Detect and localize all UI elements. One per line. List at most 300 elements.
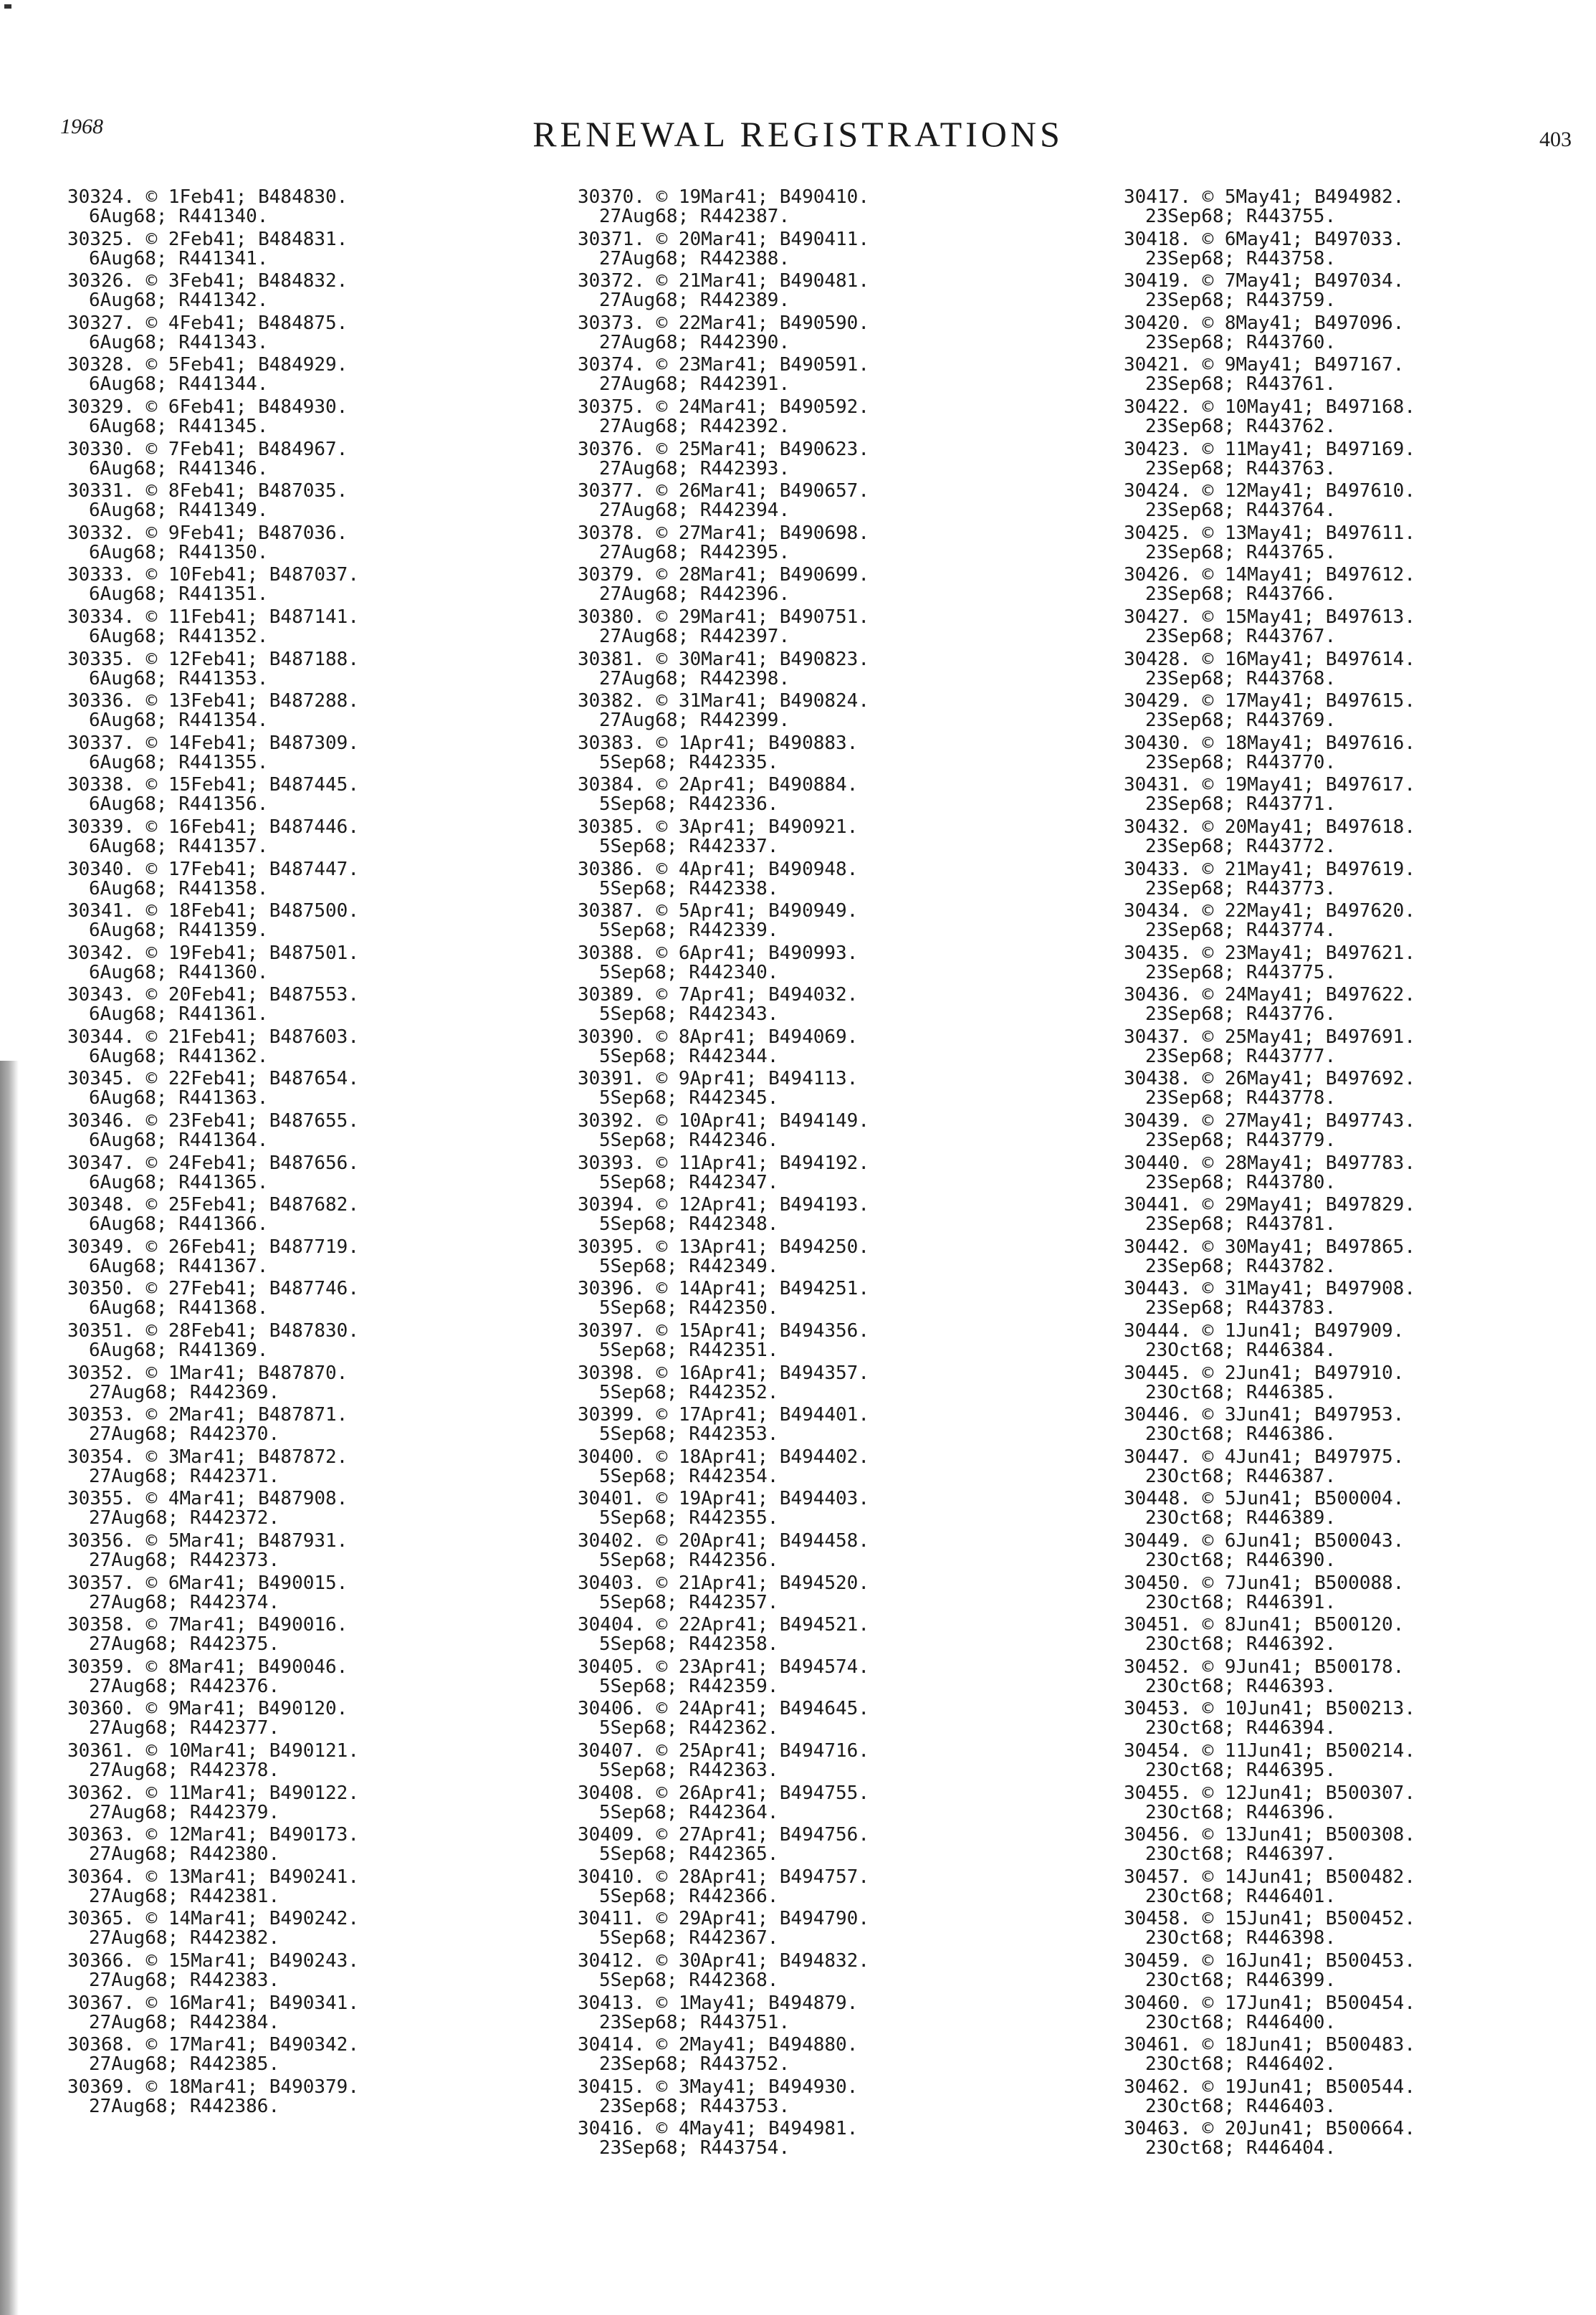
entry-original-registration: 30401. © 19Apr41; B494403. — [578, 1488, 869, 1510]
entry-renewal-registration: 6Aug68; R441360. — [89, 961, 269, 983]
entry-renewal-registration: 6Aug68; R441362. — [89, 1045, 269, 1067]
registration-entry — [1124, 1489, 1582, 1532]
registration-entry — [1124, 1909, 1582, 1952]
scan-edge-shadow — [0, 1061, 19, 2315]
registration-entry — [578, 1489, 1036, 1532]
entry-original-registration: 30387. © 5Apr41; B490949. — [578, 900, 859, 922]
entry-renewal-registration: 23Sep68; R443754. — [599, 2137, 790, 2159]
entry-original-registration: 30400. © 18Apr41; B494402. — [578, 1446, 869, 1468]
registration-entry — [67, 1949, 526, 1994]
entry-renewal-registration: 6Aug68; R441356. — [89, 793, 269, 816]
registration-entry — [578, 985, 1036, 1028]
entry-renewal-registration: 5Sep68; R442343. — [599, 1003, 779, 1026]
entry-original-registration: 30376. © 25Mar41; B490623. — [578, 438, 869, 460]
registration-entry — [1124, 188, 1582, 230]
entry-original-registration: 30441. © 29May41; B497829. — [1124, 1194, 1415, 1216]
entry-renewal-registration: 5Sep68; R442340. — [599, 961, 779, 983]
entry-original-registration: 30381. © 30Mar41; B490823. — [578, 648, 869, 670]
entry-renewal-registration: 27Aug68; R442397. — [599, 625, 790, 647]
registration-entry — [67, 1279, 526, 1322]
entry-renewal-registration: 23Sep68; R443759. — [1145, 290, 1337, 312]
registration-entry — [67, 734, 526, 776]
registration-entry — [1124, 1949, 1582, 1994]
registration-entry — [1124, 775, 1582, 818]
entry-renewal-registration: 23Sep68; R443781. — [1145, 1213, 1337, 1236]
registration-entry — [67, 1405, 526, 1448]
entry-original-registration: 30391. © 9Apr41; B494113. — [578, 1068, 859, 1090]
entry-renewal-registration: 5Sep68; R442338. — [599, 877, 779, 899]
entry-original-registration: 30427. © 15May41; B497613. — [1124, 606, 1415, 628]
entry-renewal-registration: 6Aug68; R441366. — [89, 1213, 269, 1236]
entry-renewal-registration: 5Sep68; R442351. — [599, 1340, 779, 1362]
entry-renewal-registration: 6Aug68; R441364. — [89, 1130, 269, 1152]
entry-original-registration: 30368. © 17Mar41; B490342. — [67, 2034, 359, 2056]
registration-entry — [1124, 1364, 1582, 1406]
registration-entry — [578, 1949, 1036, 1994]
registration-entry — [578, 734, 1036, 776]
entry-original-registration: 30450. © 7Jun41; B500088. — [1124, 1572, 1405, 1594]
entry-original-registration: 30447. © 4Jun41; B497975. — [1124, 1446, 1405, 1468]
entry-renewal-registration: 27Aug68; R442370. — [89, 1423, 280, 1446]
registration-entry — [67, 1489, 526, 1532]
registration-entry — [67, 1825, 526, 1868]
page-title: RENEWAL REGISTRATIONS — [532, 114, 1064, 154]
registration-entry — [578, 775, 1036, 818]
entry-original-registration: 30382. © 31Mar41; B490824. — [578, 690, 869, 712]
entry-original-registration: 30425. © 13May41; B497611. — [1124, 522, 1415, 544]
entry-renewal-registration: 27Aug68; R442384. — [89, 2011, 280, 2033]
registration-entry — [67, 1658, 526, 1700]
entry-original-registration: 30454. © 11Jun41; B500214. — [1124, 1739, 1415, 1762]
entry-original-registration: 30344. © 21Feb41; B487603. — [67, 1026, 359, 1048]
entry-original-registration: 30339. © 16Feb41; B487446. — [67, 816, 359, 838]
entry-renewal-registration: 5Sep68; R442362. — [599, 1717, 779, 1739]
entry-original-registration: 30426. © 14May41; B497612. — [1124, 564, 1415, 586]
registration-entry — [578, 1112, 1036, 1154]
entry-renewal-registration: 6Aug68; R441358. — [89, 877, 269, 899]
entry-original-registration: 30402. © 20Apr41; B494458. — [578, 1530, 869, 1552]
entry-renewal-registration: 27Aug68; R442369. — [89, 1381, 280, 1403]
entry-renewal-registration: 27Aug68; R442379. — [89, 1801, 280, 1823]
entry-renewal-registration: 6Aug68; R441359. — [89, 920, 269, 942]
entry-original-registration: 30445. © 2Jun41; B497910. — [1124, 1362, 1405, 1384]
registration-entry — [578, 1784, 1036, 1826]
entry-original-registration: 30360. © 9Mar41; B490120. — [67, 1698, 348, 1720]
entry-renewal-registration: 27Aug68; R442393. — [599, 457, 790, 479]
registration-entry — [578, 1658, 1036, 1700]
entry-renewal-registration: 23Oct68; R446396. — [1145, 1801, 1337, 1823]
entry-renewal-registration: 27Aug68; R442373. — [89, 1550, 280, 1571]
entry-renewal-registration: 23Sep68; R443771. — [1145, 793, 1337, 816]
entry-renewal-registration: 6Aug68; R441343. — [89, 331, 269, 353]
registration-entry — [67, 818, 526, 860]
entry-original-registration: 30405. © 23Apr41; B494574. — [578, 1656, 869, 1678]
registration-entry — [67, 355, 526, 398]
entry-renewal-registration: 5Sep68; R442345. — [599, 1087, 779, 1109]
registration-entry — [67, 902, 526, 944]
entry-renewal-registration: 6Aug68; R441363. — [89, 1087, 269, 1109]
entry-renewal-registration: 27Aug68; R442385. — [89, 2053, 280, 2076]
entry-renewal-registration: 6Aug68; R441355. — [89, 751, 269, 773]
entry-original-registration: 30346. © 23Feb41; B487655. — [67, 1110, 359, 1132]
entry-original-registration: 30404. © 22Apr41; B494521. — [578, 1614, 869, 1636]
entry-renewal-registration: 5Sep68; R442337. — [599, 835, 779, 857]
registration-entry — [67, 944, 526, 986]
entry-original-registration: 30423. © 11May41; B497169. — [1124, 438, 1415, 460]
registration-entry — [1124, 2078, 1582, 2120]
entry-original-registration: 30444. © 1Jun41; B497909. — [1124, 1320, 1405, 1342]
registration-entry — [1124, 1699, 1582, 1742]
entry-original-registration: 30354. © 3Mar41; B487872. — [67, 1446, 348, 1468]
entry-original-registration: 30407. © 25Apr41; B494716. — [578, 1739, 869, 1762]
entry-renewal-registration: 6Aug68; R441352. — [89, 625, 269, 647]
entry-original-registration: 30341. © 18Feb41; B487500. — [67, 900, 359, 922]
entry-original-registration: 30364. © 13Mar41; B490241. — [67, 1866, 359, 1888]
entry-renewal-registration: 23Sep68; R443780. — [1145, 1171, 1337, 1193]
entry-original-registration: 30334. © 11Feb41; B487141. — [67, 606, 359, 628]
entry-original-registration: 30452. © 9Jun41; B500178. — [1124, 1656, 1405, 1678]
entry-renewal-registration: 5Sep68; R442349. — [599, 1255, 779, 1277]
entry-renewal-registration: 27Aug68; R442387. — [599, 206, 790, 227]
registration-entry — [578, 482, 1036, 524]
registration-entry — [67, 650, 526, 692]
entry-original-registration: 30357. © 6Mar41; B490015. — [67, 1572, 348, 1594]
entry-original-registration: 30366. © 15Mar41; B490243. — [67, 1949, 359, 1972]
entry-renewal-registration: 27Aug68; R442376. — [89, 1675, 280, 1697]
registration-entry — [1124, 1069, 1582, 1112]
registration-entry — [578, 902, 1036, 944]
entry-original-registration: 30389. © 7Apr41; B494032. — [578, 984, 859, 1006]
entry-renewal-registration: 5Sep68; R442363. — [599, 1759, 779, 1781]
entry-renewal-registration: 23Sep68; R443763. — [1145, 457, 1337, 479]
entry-original-registration: 30415. © 3May41; B494930. — [578, 2076, 859, 2098]
registration-entry — [578, 1994, 1036, 2036]
entry-original-registration: 30438. © 26May41; B497692. — [1124, 1068, 1415, 1090]
entry-renewal-registration: 23Oct68; R446399. — [1145, 1969, 1337, 1991]
entry-renewal-registration: 23Oct68; R446389. — [1145, 1507, 1337, 1529]
entry-renewal-registration: 27Aug68; R442378. — [89, 1759, 280, 1781]
entry-original-registration: 30374. © 23Mar41; B490591. — [578, 354, 869, 376]
registration-entry — [578, 608, 1036, 650]
registration-entry — [1124, 1195, 1582, 1238]
entry-original-registration: 30410. © 28Apr41; B494757. — [578, 1866, 869, 1888]
registration-entry — [1124, 818, 1582, 860]
registration-entry — [1124, 734, 1582, 776]
registration-entry — [67, 230, 526, 272]
entry-original-registration: 30369. © 18Mar41; B490379. — [67, 2076, 359, 2098]
registration-entry — [67, 692, 526, 734]
entry-original-registration: 30356. © 5Mar41; B487931. — [67, 1530, 348, 1552]
registration-entry — [67, 1739, 526, 1784]
entry-renewal-registration: 6Aug68; R441365. — [89, 1171, 269, 1193]
registration-entry — [1124, 944, 1582, 986]
entry-renewal-registration: 23Oct68; R446398. — [1145, 1927, 1337, 1949]
entry-renewal-registration: 6Aug68; R441353. — [89, 667, 269, 689]
entry-original-registration: 30411. © 29Apr41; B494790. — [578, 1908, 869, 1930]
entry-renewal-registration: 6Aug68; R441341. — [89, 247, 269, 269]
entry-renewal-registration: 5Sep68; R442357. — [599, 1591, 779, 1613]
entry-original-registration: 30361. © 10Mar41; B490121. — [67, 1739, 359, 1762]
entry-original-registration: 30392. © 10Apr41; B494149. — [578, 1110, 869, 1132]
registration-entry — [578, 1279, 1036, 1322]
entry-original-registration: 30457. © 14Jun41; B500482. — [1124, 1866, 1415, 1888]
entry-renewal-registration: 27Aug68; R442388. — [599, 247, 790, 269]
registration-entry — [578, 1238, 1036, 1280]
registration-entry — [1124, 1238, 1582, 1280]
entry-original-registration: 30417. © 5May41; B494982. — [1124, 186, 1405, 208]
registration-entry — [67, 524, 526, 566]
entry-renewal-registration: 5Sep68; R442346. — [599, 1130, 779, 1152]
entry-renewal-registration: 23Sep68; R443769. — [1145, 710, 1337, 732]
entry-original-registration: 30342. © 19Feb41; B487501. — [67, 942, 359, 964]
entry-renewal-registration: 5Sep68; R442335. — [599, 751, 779, 773]
registration-entry — [1124, 524, 1582, 566]
registration-entry — [67, 985, 526, 1028]
registration-entry — [578, 818, 1036, 860]
entry-renewal-registration: 27Aug68; R442380. — [89, 1843, 280, 1866]
entry-original-registration: 30406. © 24Apr41; B494645. — [578, 1698, 869, 1720]
registration-entry — [1124, 1574, 1582, 1616]
registration-entry — [67, 188, 526, 230]
entry-renewal-registration: 23Oct68; R446401. — [1145, 1885, 1337, 1907]
entry-renewal-registration: 27Aug68; R442398. — [599, 667, 790, 689]
registration-entry — [578, 1154, 1036, 1196]
registration-entry — [67, 565, 526, 608]
entry-original-registration: 30414. © 2May41; B494880. — [578, 2034, 859, 2056]
registration-entry — [578, 2035, 1036, 2078]
entry-original-registration: 30375. © 24Mar41; B490592. — [578, 396, 869, 418]
entry-original-registration: 30367. © 16Mar41; B490341. — [67, 1992, 359, 2014]
entry-original-registration: 30352. © 1Mar41; B487870. — [67, 1362, 348, 1384]
entry-renewal-registration: 5Sep68; R442359. — [599, 1675, 779, 1697]
entry-original-registration: 30343. © 20Feb41; B487553. — [67, 984, 359, 1006]
entry-renewal-registration: 23Oct68; R446385. — [1145, 1381, 1337, 1403]
entry-original-registration: 30363. © 12Mar41; B490173. — [67, 1824, 359, 1846]
entry-original-registration: 30328. © 5Feb41; B484929. — [67, 354, 348, 376]
entry-original-registration: 30324. © 1Feb41; B484830. — [67, 186, 348, 208]
registration-entry — [67, 1448, 526, 1490]
entry-original-registration: 30365. © 14Mar41; B490242. — [67, 1908, 359, 1930]
entry-original-registration: 30377. © 26Mar41; B490657. — [578, 480, 869, 502]
registration-entry — [67, 1699, 526, 1742]
entry-renewal-registration: 6Aug68; R441367. — [89, 1255, 269, 1277]
entry-renewal-registration: 23Oct68; R446400. — [1145, 2011, 1337, 2033]
entry-original-registration: 30340. © 17Feb41; B487447. — [67, 858, 359, 880]
entry-original-registration: 30385. © 3Apr41; B490921. — [578, 816, 859, 838]
entry-renewal-registration: 27Aug68; R442395. — [599, 541, 790, 563]
entry-original-registration: 30330. © 7Feb41; B484967. — [67, 438, 348, 460]
entry-original-registration: 30461. © 18Jun41; B500483. — [1124, 2034, 1415, 2056]
entry-renewal-registration: 23Sep68; R443761. — [1145, 373, 1337, 396]
entry-original-registration: 30437. © 25May41; B497691. — [1124, 1026, 1415, 1048]
entry-renewal-registration: 5Sep68; R442367. — [599, 1927, 779, 1949]
entry-renewal-registration: 6Aug68; R441349. — [89, 500, 269, 522]
entry-original-registration: 30442. © 30May41; B497865. — [1124, 1236, 1415, 1258]
entry-renewal-registration: 5Sep68; R442350. — [599, 1297, 779, 1319]
registration-entry — [578, 2078, 1036, 2120]
entry-original-registration: 30436. © 24May41; B497622. — [1124, 984, 1415, 1006]
entry-renewal-registration: 5Sep68; R442347. — [599, 1171, 779, 1193]
entry-renewal-registration: 27Aug68; R442399. — [599, 710, 790, 732]
registration-entry — [578, 398, 1036, 440]
registration-entry — [67, 1868, 526, 1910]
entry-renewal-registration: 23Oct68; R446387. — [1145, 1465, 1337, 1487]
registration-entry — [1124, 482, 1582, 524]
registration-entry — [67, 398, 526, 440]
entry-renewal-registration: 27Aug68; R442381. — [89, 1885, 280, 1907]
registration-entry — [1124, 902, 1582, 944]
entry-original-registration: 30422. © 10May41; B497168. — [1124, 396, 1415, 418]
registration-entry — [578, 1405, 1036, 1448]
entry-original-registration: 30395. © 13Apr41; B494250. — [578, 1236, 869, 1258]
entry-original-registration: 30409. © 27Apr41; B494756. — [578, 1824, 869, 1846]
registration-entry — [578, 565, 1036, 608]
entry-renewal-registration: 23Sep68; R443768. — [1145, 667, 1337, 689]
entry-renewal-registration: 5Sep68; R442368. — [599, 1969, 779, 1991]
entry-renewal-registration: 23Sep68; R443775. — [1145, 961, 1337, 983]
entry-original-registration: 30449. © 6Jun41; B500043. — [1124, 1530, 1405, 1552]
registration-entry — [1124, 1739, 1582, 1784]
entry-renewal-registration: 23Oct68; R446392. — [1145, 1633, 1337, 1656]
registration-entry — [1124, 1322, 1582, 1364]
entry-renewal-registration: 5Sep68; R442354. — [599, 1465, 779, 1487]
entry-renewal-registration: 23Sep68; R443773. — [1145, 877, 1337, 899]
registration-entry — [578, 524, 1036, 566]
registration-entry — [67, 482, 526, 524]
registration-entry — [67, 272, 526, 314]
registration-entry — [67, 1574, 526, 1616]
entry-original-registration: 30463. © 20Jun41; B500664. — [1124, 2118, 1415, 2140]
entry-renewal-registration: 23Oct68; R446393. — [1145, 1675, 1337, 1697]
entry-original-registration: 30359. © 8Mar41; B490046. — [67, 1656, 348, 1678]
entries-column-1 — [67, 188, 526, 2119]
entry-original-registration: 30332. © 9Feb41; B487036. — [67, 522, 348, 544]
registration-entry — [578, 1574, 1036, 1616]
entry-original-registration: 30390. © 8Apr41; B494069. — [578, 1026, 859, 1048]
entry-renewal-registration: 6Aug68; R441361. — [89, 1003, 269, 1026]
entry-original-registration: 30443. © 31May41; B497908. — [1124, 1278, 1415, 1300]
entry-renewal-registration: 23Sep68; R443774. — [1145, 920, 1337, 942]
registration-entry — [67, 860, 526, 902]
registration-entry — [1124, 1784, 1582, 1826]
entry-renewal-registration: 27Aug68; R442396. — [599, 583, 790, 606]
registration-entry — [578, 1364, 1036, 1406]
entry-renewal-registration: 5Sep68; R442365. — [599, 1843, 779, 1866]
registration-entry — [67, 1028, 526, 1070]
registration-entry — [1124, 314, 1582, 356]
registration-entry — [578, 230, 1036, 272]
registration-entry — [67, 1069, 526, 1112]
registration-entry — [578, 355, 1036, 398]
entry-original-registration: 30446. © 3Jun41; B497953. — [1124, 1404, 1405, 1426]
entry-original-registration: 30439. © 27May41; B497743. — [1124, 1110, 1415, 1132]
entry-renewal-registration: 6Aug68; R441346. — [89, 457, 269, 479]
entry-original-registration: 30370. © 19Mar41; B490410. — [578, 186, 869, 208]
entry-renewal-registration: 23Oct68; R446391. — [1145, 1591, 1337, 1613]
entry-renewal-registration: 23Sep68; R443776. — [1145, 1003, 1337, 1026]
entry-original-registration: 30350. © 27Feb41; B487746. — [67, 1278, 359, 1300]
entry-renewal-registration: 23Sep68; R443767. — [1145, 625, 1337, 647]
entry-original-registration: 30388. © 6Apr41; B490993. — [578, 942, 859, 964]
registration-entry — [1124, 1994, 1582, 2036]
entry-renewal-registration: 23Oct68; R446403. — [1145, 2095, 1337, 2117]
registration-entry — [67, 314, 526, 356]
page-number: 403 — [1539, 128, 1572, 151]
entry-renewal-registration: 23Oct68; R446395. — [1145, 1759, 1337, 1781]
entry-renewal-registration: 23Oct68; R446390. — [1145, 1550, 1337, 1571]
entry-original-registration: 30351. © 28Feb41; B487830. — [67, 1320, 359, 1342]
registration-entry — [1124, 608, 1582, 650]
entry-renewal-registration: 5Sep68; R442355. — [599, 1507, 779, 1529]
registration-entry — [67, 1532, 526, 1574]
entry-original-registration: 30326. © 3Feb41; B484832. — [67, 270, 348, 292]
entry-original-registration: 30393. © 11Apr41; B494192. — [578, 1152, 869, 1174]
entry-original-registration: 30413. © 1May41; B494879. — [578, 1992, 859, 2014]
entry-original-registration: 30460. © 17Jun41; B500454. — [1124, 1992, 1415, 2014]
entry-renewal-registration: 23Oct68; R446386. — [1145, 1423, 1337, 1446]
entry-renewal-registration: 27Aug68; R442389. — [599, 290, 790, 312]
registration-entry — [578, 440, 1036, 482]
entry-renewal-registration: 27Aug68; R442375. — [89, 1633, 280, 1656]
entry-original-registration: 30462. © 19Jun41; B500544. — [1124, 2076, 1415, 2098]
registration-entry — [578, 944, 1036, 986]
registration-entry — [578, 1448, 1036, 1490]
entry-original-registration: 30362. © 11Mar41; B490122. — [67, 1782, 359, 1804]
entry-original-registration: 30355. © 4Mar41; B487908. — [67, 1488, 348, 1510]
registration-entry — [578, 1868, 1036, 1910]
entry-renewal-registration: 6Aug68; R441342. — [89, 290, 269, 312]
entry-original-registration: 30416. © 4May41; B494981. — [578, 2118, 859, 2140]
entry-renewal-registration: 27Aug68; R442372. — [89, 1507, 280, 1529]
registration-entry — [1124, 2119, 1582, 2162]
registration-entry — [67, 1112, 526, 1154]
registration-entry — [1124, 355, 1582, 398]
entry-original-registration: 30349. © 26Feb41; B487719. — [67, 1236, 359, 1258]
registration-entry — [578, 272, 1036, 314]
entry-renewal-registration: 23Sep68; R443766. — [1145, 583, 1337, 606]
entry-renewal-registration: 5Sep68; R442344. — [599, 1045, 779, 1067]
registration-entry — [1124, 565, 1582, 608]
entry-original-registration: 30331. © 8Feb41; B487035. — [67, 480, 348, 502]
entry-original-registration: 30329. © 6Feb41; B484930. — [67, 396, 348, 418]
registration-entry — [67, 1784, 526, 1826]
registration-entry — [67, 2035, 526, 2078]
entry-original-registration: 30378. © 27Mar41; B490698. — [578, 522, 869, 544]
registration-entry — [1124, 692, 1582, 734]
entry-renewal-registration: 5Sep68; R442356. — [599, 1550, 779, 1571]
registration-entry — [1124, 1154, 1582, 1196]
entry-renewal-registration: 27Aug68; R442377. — [89, 1717, 280, 1739]
entry-original-registration: 30448. © 5Jun41; B500004. — [1124, 1488, 1405, 1510]
entry-original-registration: 30403. © 21Apr41; B494520. — [578, 1572, 869, 1594]
registration-entry — [578, 1028, 1036, 1070]
entry-original-registration: 30455. © 12Jun41; B500307. — [1124, 1782, 1415, 1804]
registration-entry — [1124, 1448, 1582, 1490]
entry-original-registration: 30325. © 2Feb41; B484831. — [67, 228, 348, 250]
entry-original-registration: 30424. © 12May41; B497610. — [1124, 480, 1415, 502]
entry-renewal-registration: 27Aug68; R442392. — [599, 415, 790, 437]
registration-entry — [67, 608, 526, 650]
registration-entry — [67, 1909, 526, 1952]
registration-entry — [1124, 1615, 1582, 1658]
entry-original-registration: 30345. © 22Feb41; B487654. — [67, 1068, 359, 1090]
entry-original-registration: 30451. © 8Jun41; B500120. — [1124, 1614, 1405, 1636]
entry-original-registration: 30336. © 13Feb41; B487288. — [67, 690, 359, 712]
entry-original-registration: 30398. © 16Apr41; B494357. — [578, 1362, 869, 1384]
registration-entry — [578, 1532, 1036, 1574]
entry-renewal-registration: 23Sep68; R443758. — [1145, 247, 1337, 269]
registration-entry — [67, 1195, 526, 1238]
